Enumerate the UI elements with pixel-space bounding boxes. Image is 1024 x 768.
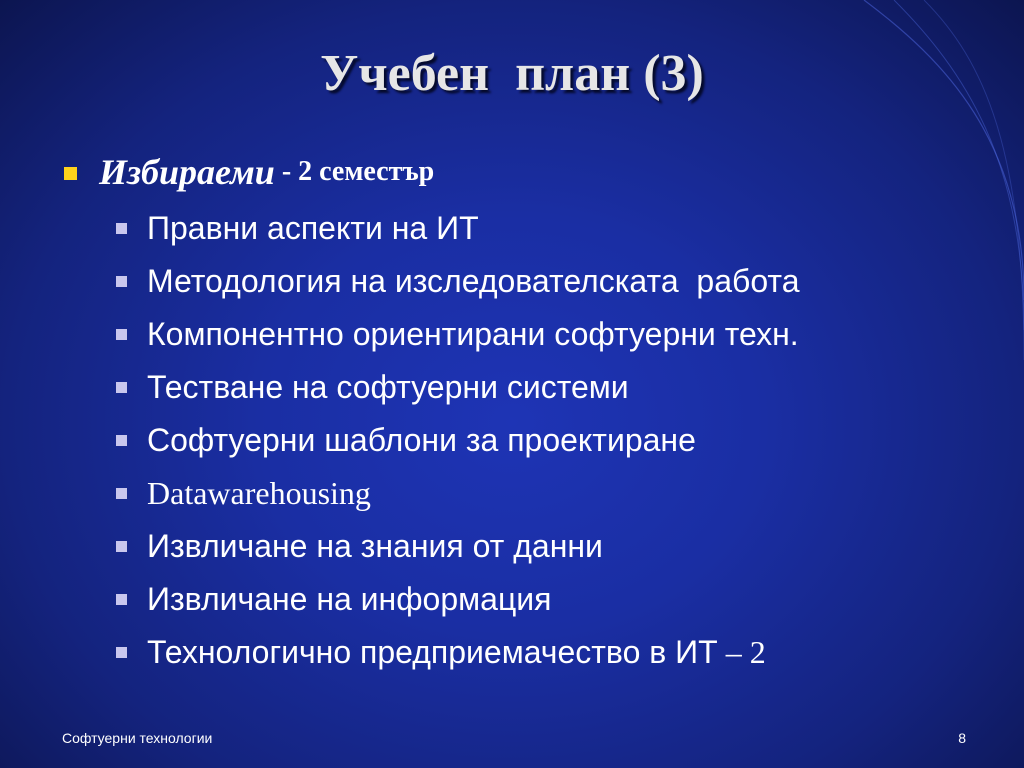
square-bullet-icon: [64, 167, 77, 180]
square-bullet-icon: [116, 435, 127, 446]
square-bullet-icon: [116, 276, 127, 287]
list-item-text: Компонентно ориентирани софтуерни техн.: [147, 316, 799, 352]
square-bullet-icon: [116, 488, 127, 499]
main-item-italic-text: Избираеми: [99, 152, 275, 192]
list-item-suffix: – 2: [717, 634, 766, 670]
square-bullet-icon: [116, 647, 127, 658]
list-item-text: Технологично предприемачество в ИТ: [147, 634, 718, 670]
list-item-text: Тестване на софтуерни системи: [147, 369, 629, 405]
square-bullet-icon: [116, 594, 127, 605]
page-number: 8: [958, 730, 966, 746]
footer-course-name: Софтуерни технологии: [62, 730, 213, 746]
list-item-text: Datawarehousing: [147, 475, 371, 511]
list-item: [116, 202, 800, 255]
square-bullet-icon: [116, 329, 127, 340]
list-item: [116, 520, 800, 573]
list-item: [116, 308, 800, 361]
list-item-text: Извличане на знания от данни: [147, 528, 603, 564]
list-item-text: Софтуерни шаблони за проектиране: [147, 422, 696, 458]
list-item: [116, 626, 800, 679]
list-item: [116, 573, 800, 626]
list-item-text: Извличане на информация: [147, 581, 552, 617]
list-item: [116, 414, 800, 467]
square-bullet-icon: [116, 382, 127, 393]
square-bullet-icon: [116, 223, 127, 234]
sub-bullet-list: [116, 202, 800, 679]
list-item: [116, 255, 800, 308]
list-item: [116, 467, 800, 520]
main-item-rest-text: - 2 семестър: [274, 156, 435, 187]
list-item: [116, 361, 800, 414]
list-item-text: Правни аспекти на ИТ: [147, 210, 479, 246]
list-item-text: Методология на изследователската работа: [147, 263, 800, 299]
square-bullet-icon: [116, 541, 127, 552]
main-bullet-item: [64, 148, 434, 196]
slide-title: Учебен план (3): [320, 45, 704, 102]
